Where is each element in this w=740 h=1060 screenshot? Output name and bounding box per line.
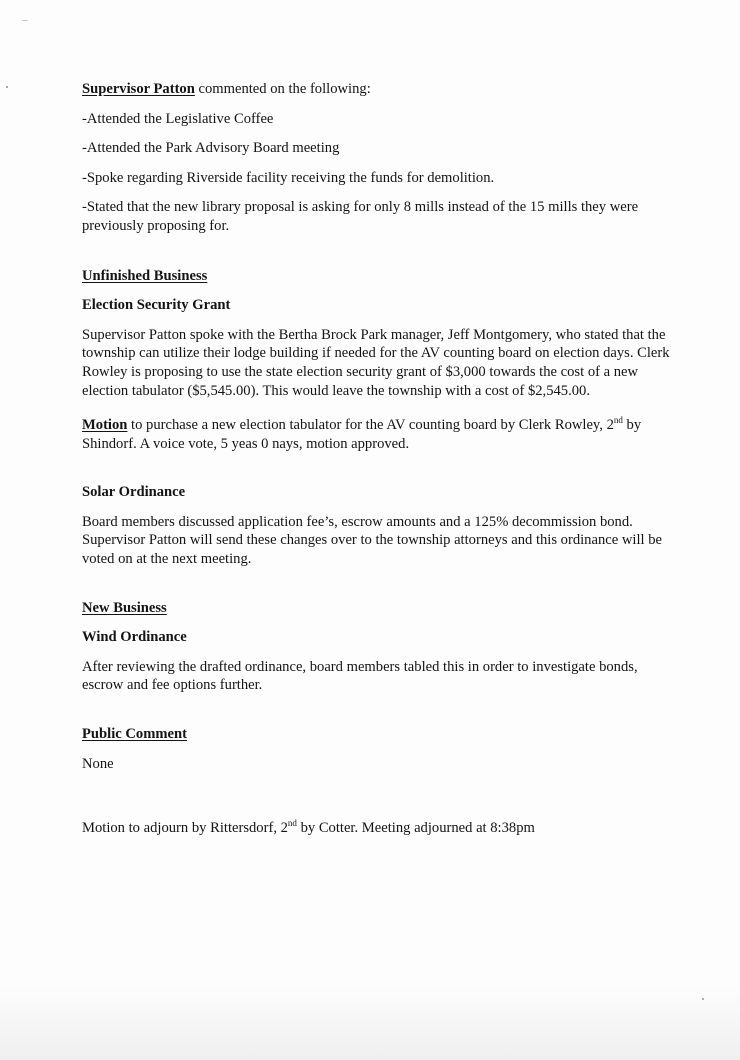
- adjourn-text: Motion to adjourn by Rittersdorf, 2: [82, 819, 288, 836]
- motion-label: Motion: [82, 416, 128, 433]
- wind-ordinance-title: Wind Ordinance: [82, 629, 187, 646]
- motion-text: to purchase a new election tabulator for the AV counting board by Clerk Rowley, 2: [127, 416, 614, 433]
- supervisor-intro-text: commented on the following:: [194, 81, 371, 97]
- wind-ordinance-body: After reviewing the drafted ordinance, board members tabled this in order to investigate bonds, escrow and fee options further.: [82, 658, 638, 694]
- unfinished-business-heading: Unfinished Business: [82, 267, 208, 284]
- scan-shadow: [0, 988, 740, 1060]
- adjourn-ordinal: nd: [287, 818, 297, 829]
- adjourn-text: by Cotter. Meeting adjourned at 8:38pm: [296, 819, 535, 836]
- public-comment-heading: Public Comment: [82, 725, 187, 742]
- election-security-grant-title: Election Security Grant: [82, 297, 231, 314]
- solar-ordinance-title: Solar Ordinance: [82, 484, 186, 501]
- motion-text: by Shindorf. A voice vote, 5 yeas 0 nays, motion approved.: [82, 416, 642, 452]
- new-business-heading: New Business: [82, 599, 167, 616]
- supervisor-name: Supervisor Patton: [82, 81, 195, 97]
- supervisor-item: -Stated that the new library proposal is asking for only 8 mills instead of the 15 mills they were previously proposing for.: [82, 199, 639, 234]
- motion-ordinal: nd: [613, 415, 623, 426]
- tabulator-motion: [82, 411, 674, 453]
- solar-ordinance-body: Board members discussed application fee’s, escrow amounts and a 125% decommission bond. Supervisor Patton will send these changes over to the township attorneys and this ordinance will be voted on at the next meeting.: [82, 513, 662, 567]
- supervisor-report-intro: [82, 80, 674, 99]
- minutes-content: [82, 78, 674, 838]
- scan-speck: [6, 86, 8, 88]
- election-security-grant-body: Supervisor Patton spoke with the Bertha Brock Park manager, Jeff Montgomery, who stated that the township can utilize their lodge building if needed for the AV counting board on election days. Clerk Rowley is proposing to use the state election security grant of $3,000 towards the cost of a new election tabulator ($5,545.00). This would leave the township with a cost of $2,545.00.: [82, 326, 670, 399]
- supervisor-item: -Spoke regarding Riverside facility receiving the funds for demolition.: [82, 169, 495, 186]
- supervisor-item: -Attended the Legislative Coffee: [82, 110, 274, 127]
- adjournment-motion: [82, 814, 674, 837]
- public-comment-body: None: [82, 755, 114, 772]
- scan-speck: [22, 20, 28, 21]
- supervisor-item: -Attended the Park Advisory Board meeting: [82, 140, 340, 157]
